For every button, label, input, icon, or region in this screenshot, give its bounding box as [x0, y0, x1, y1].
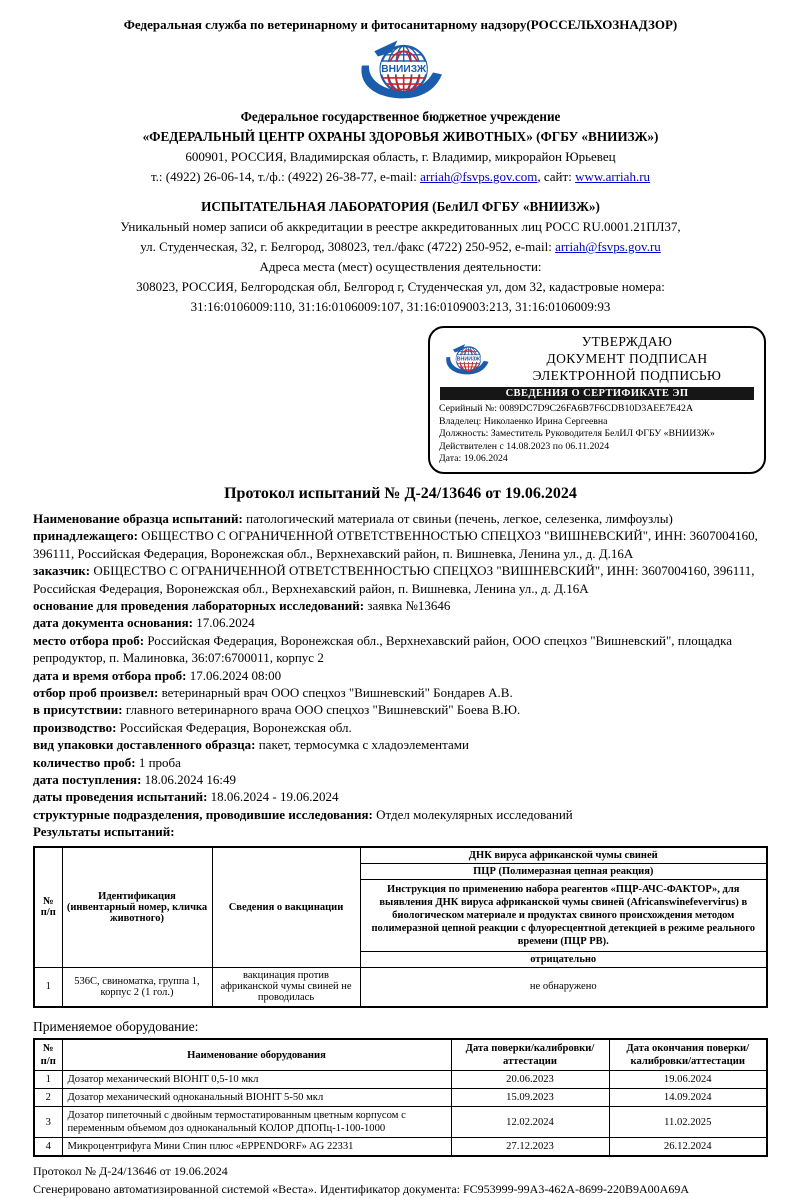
- equipment-row: [34, 1107, 767, 1138]
- field-row: [33, 597, 768, 614]
- org-name: «ФЕДЕРАЛЬНЫЙ ЦЕНТР ОХРАНЫ ЗДОРОВЬЯ ЖИВОТНЫХ» (ФГБУ «ВНИИЗЖ»): [142, 129, 659, 144]
- field-label: место отбора проб:: [33, 632, 145, 648]
- field-row: [33, 823, 768, 840]
- field-value: ветеринарный врач ООО спецхоз "Вишневский" Бондарев А.В.: [161, 685, 513, 701]
- site-separator: , сайт:: [537, 169, 576, 184]
- field-label: дата и время отбора проб:: [33, 667, 187, 683]
- equipment-row-date: 15.09.2023: [451, 1089, 609, 1107]
- field-label: Наименование образца испытаний:: [33, 510, 243, 526]
- stamp-owner: Владелец: Николаенко Ирина Сергеевна: [439, 415, 608, 427]
- field-value: заявка №13646: [367, 598, 451, 613]
- field-label: Результаты испытаний:: [33, 824, 175, 840]
- results-row-vaccination: вакцинация против африканской чумы свиней не проводилась: [212, 967, 360, 1007]
- results-table: [33, 846, 768, 1009]
- field-label: основание для проведения лабораторных исследований:: [33, 598, 365, 613]
- stamp-logo-icon: [439, 342, 495, 376]
- field-value: Российская Федерация, Воронежская обл., Верхнехавский район, ООО спецхоз "Вишневский", площадка репродуктор, п. Малиновка, 36:07:6700011, корпус 2: [33, 632, 736, 666]
- field-value: 17.06.2024: [196, 615, 255, 631]
- lab-address-prefix: ул. Студенческая, 32, г. Белгород, 308023, тел./факс (4722) 250-952, e-mail:: [140, 239, 556, 254]
- results-instruction: Инструкция по применению набора реагентов «ПЦР-АЧС-ФАКТОР», для выявления ДНК вируса африканской чумы свиней (Africanswinefevervirus) в биологическом материале и продуктах свиного происхождения методом полимеразной цепной реакции с флуоресцентной детекцией в режиме реального времени (ПЦР РВ).: [360, 879, 767, 951]
- equipment-row-date: 12.02.2024: [451, 1107, 609, 1138]
- field-label: производство:: [33, 719, 117, 735]
- equipment-row: [34, 1138, 767, 1157]
- field-label: даты проведения испытаний:: [33, 789, 208, 805]
- contacts-prefix: т.: (4922) 26-06-14, т./ф.: (4922) 26-38-77, e-mail:: [150, 169, 421, 184]
- stamp-signed-line2: ЭЛЕКТРОННОЙ ПОДПИСЬЮ: [532, 368, 722, 383]
- field-row: [33, 510, 768, 527]
- lab-activity-address: 308023, РОССИЯ, Белгородская обл, Белгород г, Студенческая ул, дом 32, кадастровые номера:: [136, 279, 665, 294]
- results-col-id: Идентификация (инвентарный номер, кличка животного): [62, 847, 212, 968]
- field-value: 18.06.2024 - 19.06.2024: [210, 789, 339, 805]
- field-label: вид упаковки доставленного образца:: [33, 737, 256, 753]
- equipment-row-num: 4: [34, 1138, 62, 1157]
- footer-generated-by: Сгенерировано автоматизированной системой «Веста». Идентификатор документа: FC953999-99A3-462A-8699-220B9A00A69A: [33, 1181, 689, 1196]
- equipment-row-date-end: 11.02.2025: [609, 1107, 767, 1138]
- lab-title: ИСПЫТАТЕЛЬНАЯ ЛАБОРАТОРИЯ (БелИЛ ФГБУ «ВНИИЗЖ»): [201, 199, 600, 214]
- equipment-row: [34, 1071, 767, 1089]
- equipment-col-date: Дата поверки/калибровки/аттестации: [451, 1039, 609, 1071]
- results-row-num: 1: [34, 967, 62, 1007]
- field-row: [33, 562, 768, 597]
- page-title: Протокол испытаний № Д-24/13646 от 19.06.2024: [224, 484, 577, 502]
- lab-accreditation: Уникальный номер записи об аккредитации в реестре аккредитованных лиц РОСС RU.0001.21ПЛ37,: [120, 219, 681, 234]
- results-col-num: № п/п: [34, 847, 62, 968]
- field-value: 17.06.2024 08:00: [189, 667, 282, 683]
- field-row: [33, 527, 768, 562]
- results-row-id: 536C, свиноматка, группа 1, корпус 2 (1 гол.): [62, 967, 212, 1007]
- stamp-position: Должность: Заместитель Руководителя БелИЛ ФГБУ «ВНИИЗЖ»: [439, 428, 715, 440]
- field-row: [33, 806, 768, 823]
- field-label: отбор проб произвел:: [33, 685, 159, 701]
- equipment-row-date-end: 26.12.2024: [609, 1138, 767, 1157]
- field-label: структурные подразделения, проводившие исследования:: [33, 806, 373, 822]
- org-contacts: [33, 167, 768, 187]
- field-row: [33, 754, 768, 771]
- equipment-section-label: Применяемое оборудование:: [33, 1019, 199, 1035]
- results-col-vaccination: Сведения о вакцинации: [212, 847, 360, 968]
- equipment-row-date-end: 14.09.2024: [609, 1089, 767, 1107]
- stamp-certificate-band: СВЕДЕНИЯ О СЕРТИФИКАТЕ ЭП: [440, 387, 754, 400]
- vniizh-logo-icon: [345, 37, 457, 101]
- signature-stamp: [428, 326, 766, 474]
- field-value: ОБЩЕСТВО С ОГРАНИЧЕННОЙ ОТВЕТСТВЕННОСТЬЮ СПЕЦХОЗ "ВИШНЕВСКИЙ", ИНН: 3607004160, 396111, Российская Федерация, Воронежская обл., Верхнехавский район, п. Вишневка, Ленина ул., д. Д.16А: [33, 563, 758, 596]
- stamp-titles: [499, 333, 755, 384]
- field-row: [33, 614, 768, 631]
- equipment-row-name: Микроцентрифуга Мини Спин плюс «EPPENDORF» AG 22331: [62, 1138, 451, 1157]
- equipment-row: [34, 1089, 767, 1107]
- field-value: Отдел молекулярных исследований: [376, 806, 573, 822]
- lab-activity-label: Адреса места (мест) осуществления деятельности:: [259, 259, 542, 274]
- stamp-date: Дата: 19.06.2024: [439, 453, 508, 465]
- results-row-result: не обнаружено: [360, 967, 767, 1007]
- equipment-col-num: № п/п: [34, 1039, 62, 1071]
- field-value: патологический материала от свиньи (печень, легкое, селезенка, лимфоузлы): [246, 510, 673, 526]
- field-row: [33, 771, 768, 788]
- equipment-row-date: 27.12.2023: [451, 1138, 609, 1157]
- field-value: Российская Федерация, Воронежская обл.: [119, 719, 352, 735]
- field-label: дата поступления:: [33, 772, 142, 788]
- equipment-row-num: 3: [34, 1107, 62, 1138]
- stamp-serial: Серийный №: 0089DC7D9C26FA6B7F6CDB10D3AEE7E42A: [439, 403, 694, 414]
- stamp-validity: Действителен с 14.08.2023 по 06.11.2024: [439, 440, 610, 452]
- equipment-col-name: Наименование оборудования: [62, 1039, 451, 1071]
- document-footer: [33, 1163, 768, 1198]
- org-email-link[interactable]: arriah@fsvps.gov.com: [420, 169, 538, 184]
- equipment-row-num: 1: [34, 1071, 62, 1089]
- lab-address: [33, 237, 768, 257]
- lab-cadastral-numbers: 31:16:0106009:110, 31:16:0106009:107, 31:16:0109003:213, 31:16:0106009:93: [190, 299, 611, 314]
- stamp-signed-line1: ДОКУМЕНТ ПОДПИСАН: [546, 351, 708, 366]
- field-row: [33, 684, 768, 701]
- field-row: [33, 701, 768, 718]
- org-address: 600901, РОССИЯ, Владимирская область, г. Владимир, микрорайон Юрьевец: [185, 149, 616, 164]
- protocol-fields: [33, 510, 768, 841]
- results-row: [34, 967, 767, 1007]
- lab-email-link[interactable]: arriah@fsvps.gov.ru: [555, 239, 661, 254]
- stamp-approve: УТВЕРЖДАЮ: [581, 334, 673, 349]
- agency-name: Федеральная служба по ветеринарному и фитосанитарному надзору(РОССЕЛЬХОЗНАДЗОР): [123, 17, 678, 32]
- org-site-link[interactable]: www.arriah.ru: [575, 169, 651, 184]
- equipment-row-date: 20.06.2023: [451, 1071, 609, 1089]
- field-row: [33, 632, 768, 667]
- equipment-table: [33, 1038, 768, 1157]
- org-logo: [33, 37, 768, 106]
- field-label: дата документа основания:: [33, 615, 193, 631]
- field-value: 1 проба: [138, 754, 181, 770]
- equipment-col-date-end: Дата окончания поверки/калибровки/аттестации: [609, 1039, 767, 1071]
- field-label: в присутствии:: [33, 702, 123, 718]
- equipment-row-name: Дозатор механический BIOHIT 0,5-10 мкл: [62, 1071, 451, 1089]
- results-norm: отрицательно: [360, 951, 767, 967]
- field-row: [33, 736, 768, 753]
- results-method: ПЦР (Полимеразная цепная реакция): [360, 863, 767, 879]
- field-value: 18.06.2024 16:49: [144, 772, 237, 788]
- results-test-name: ДНК вируса африканской чумы свиней: [360, 847, 767, 864]
- field-value: пакет, термосумка с хладоэлементами: [258, 737, 469, 753]
- equipment-row-date-end: 19.06.2024: [609, 1071, 767, 1089]
- field-row: [33, 788, 768, 805]
- equipment-row-name: Дозатор механический одноканальный BIOHIT 5-50 мкл: [62, 1089, 451, 1107]
- equipment-row-num: 2: [34, 1089, 62, 1107]
- footer-protocol-ref: Протокол № Д-24/13646 от 19.06.2024: [33, 1164, 228, 1179]
- field-value: главного ветеринарного врача ООО спецхоз "Вишневский" Боева В.Ю.: [125, 702, 521, 718]
- org-type: Федеральное государственное бюджетное учреждение: [240, 109, 561, 124]
- field-label: количество проб:: [33, 754, 136, 770]
- field-row: [33, 719, 768, 736]
- stamp-certificate-details: [439, 403, 755, 466]
- field-row: [33, 667, 768, 684]
- field-label: принадлежащего:: [33, 528, 138, 544]
- field-label: заказчик:: [33, 563, 91, 579]
- field-value: ОБЩЕСТВО С ОГРАНИЧЕННОЙ ОТВЕТСТВЕННОСТЬЮ СПЕЦХОЗ "ВИШНЕВСКИЙ", ИНН: 3607004160, 396111, Российская Федерация, Воронежская обл., Верхнехавский район, п. Вишневка, Ленина ул., д. Д.16А: [33, 528, 762, 561]
- equipment-row-name: Дозатор пипеточный с двойным термостатированным цветным корпусом с переменным объемом доз одноканальный КОЛОР ДПОПц-1-100-1000: [62, 1107, 451, 1138]
